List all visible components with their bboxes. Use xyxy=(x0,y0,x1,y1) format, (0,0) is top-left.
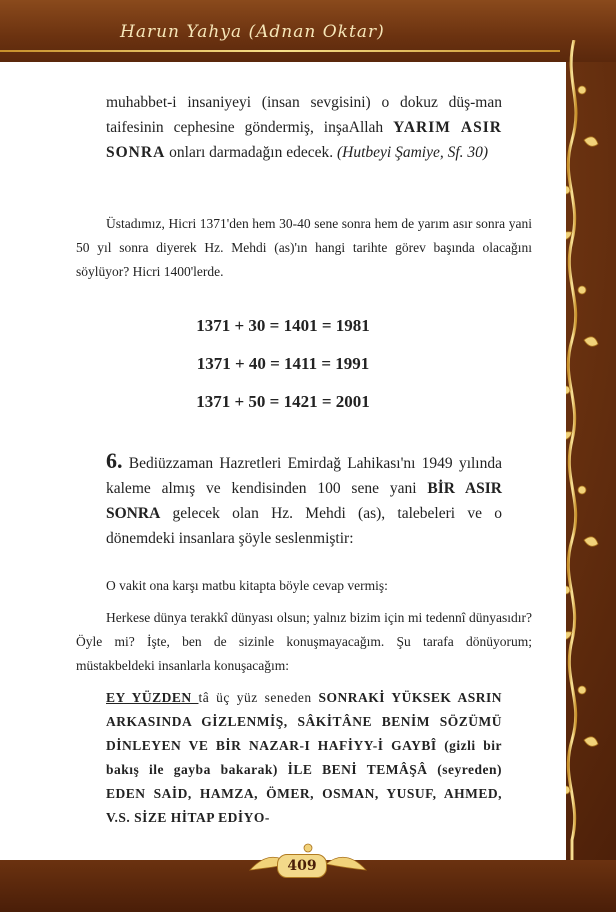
quote-bold-c: EDEN SAİD, HAMZA, ÖMER, OSMAN, YUSUF, AHMED, V.S. SİZE HİTAP EDİYO- xyxy=(106,786,502,825)
header-band xyxy=(0,0,616,62)
lead-text-b: onları darmadağın edecek. xyxy=(165,144,337,161)
quote-bold-a: SONRAKİ YÜKSEK ASRIN ARKASINDA GİZLENMİŞ, SÂKİTÂNE BENİM SÖZÜMÜ DİNLEYEN VE BİR NAZAR-I HAFİYY-İ GAYBÎ xyxy=(106,690,502,753)
page-number: 409 xyxy=(277,854,327,878)
lead-citation: (Hutbeyi Şamiye, Sf. 30) xyxy=(336,144,489,161)
section-text-b: gelecek olan Hz. Mehdi (as), talebeleri ve o dönemdeki insanlara şöyle seslenmiştir: xyxy=(106,505,502,547)
quote-underlined: EY YÜZDEN xyxy=(106,690,199,705)
lead-text-a: muhabbet-i insaniyeyi (insan sevgisini) o dokuz düş-man taifesinin cephesine göndermiş, inşaAllah xyxy=(106,94,502,136)
section-bold: BİR ASIR SONRA xyxy=(106,480,503,522)
lead-paragraph xyxy=(106,90,502,165)
quote-block xyxy=(106,686,502,830)
quote-normal-a: tâ üç yüz seneden xyxy=(198,690,319,705)
paragraph-3: Herkese dünya terakkî dünyası olsun; yalnız bizim için mi tedennî dünyasıdır? Öyle mi? İşte, ben de sizinle konuşmayacağım. Şu tarafa dönüyorum; müstakbeldeki insanlarla konuşacağım: xyxy=(76,610,532,673)
floral-border-ornament xyxy=(560,40,610,890)
equation-1: 1371 + 30 = 1401 = 1981 xyxy=(196,316,370,335)
header-divider xyxy=(0,50,560,52)
paragraph-1: Üstadımız, Hicri 1371'den hem 30-40 sene sonra hem de yarım asır sonra yani 50 yıl sonra diyerek Hz. Mehdi (as)'ın hangi tarihte görev başında olacağını söylüyor? Hicri 1400'lerde. xyxy=(76,216,532,279)
equation-3: 1371 + 50 = 1421 = 2001 xyxy=(196,392,370,411)
equation-2: 1371 + 40 = 1411 = 1991 xyxy=(196,354,370,373)
quote-paren-b: (seyreden) xyxy=(427,762,502,777)
quote-paren-a: (gizli bir bakış ile gayba bakarak) xyxy=(106,738,502,777)
quote-bold-b: İLE BENİ TEMÂŞÂ xyxy=(287,762,428,777)
header-title: Harun Yahya (Adnan Oktar) xyxy=(120,22,385,42)
section-6 xyxy=(106,448,502,551)
section-number: 6. xyxy=(106,448,123,473)
section-text-a: Bediüzzaman Hazretleri Emirdağ Lahikası'nı 1949 yılında kaleme almış ve kendisinden 100 sene yani xyxy=(106,455,502,497)
paragraph-2: O vakit ona karşı matbu kitapta böyle cevap vermiş: xyxy=(106,578,388,593)
lead-bold: YARIM ASIR SONRA xyxy=(106,119,502,161)
